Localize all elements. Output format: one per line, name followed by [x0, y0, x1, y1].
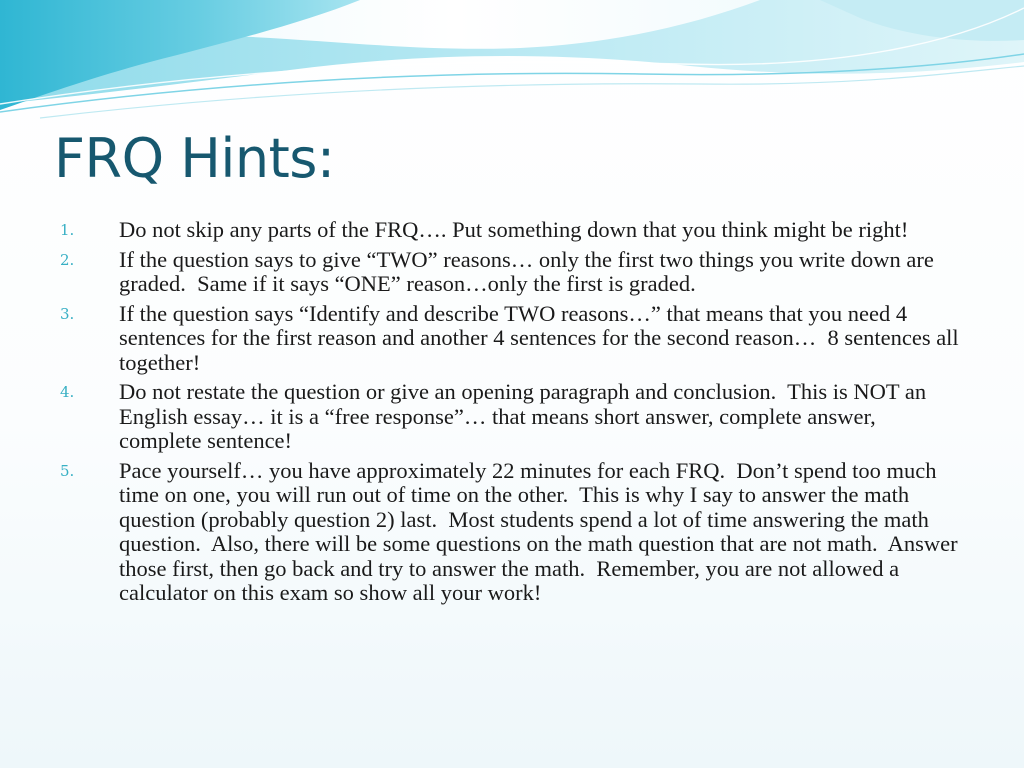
list-item-text: Pace yourself… you have approximately 22 minutes for each FRQ. Don’t spend too much time on one, you will run out of time on the other. This is why I say to answer the math question (probably question 2) last. Most students spend a lot of time answering the math question. Also, there will be some questions on the math question that are not math. Answer those first, then go back and try to answer the math. Remember, you are not allowed a calculator on this exam so show all your work!	[119, 457, 964, 605]
list-item-number: 4.	[60, 383, 75, 401]
list-item-text: Do not restate the question or give an opening paragraph and conclusion. This is NOT an English essay… it is a “free response”… that means short answer, complete answer, complete sentence!	[119, 379, 932, 453]
list-item	[60, 380, 960, 454]
hints-list	[60, 217, 965, 611]
list-item-text: If the question says to give “TWO” reasons… only the first two things you write down are graded. Same if it says “ONE” reason…only the first is graded.	[119, 246, 940, 296]
wave-header-decoration	[0, 0, 1024, 120]
slide-title: FRQ Hints:	[54, 127, 335, 190]
list-item-number: 5.	[60, 461, 75, 480]
list-item	[60, 248, 960, 297]
list-item	[60, 218, 960, 243]
list-item-number: 2.	[60, 250, 75, 269]
list-item-text: If the question says “Identify and describe TWO reasons…” that means that you need 4 sentences for the first reason and another 4 sentences for the second reason… 8 sentences all together!	[119, 300, 965, 375]
list-item	[60, 300, 965, 376]
list-item	[60, 457, 964, 606]
list-item-text: Do not skip any parts of the FRQ…. Put something down that you think might be right!	[119, 217, 909, 242]
list-item-number: 3.	[60, 304, 75, 323]
list-item-number: 1.	[60, 221, 75, 239]
